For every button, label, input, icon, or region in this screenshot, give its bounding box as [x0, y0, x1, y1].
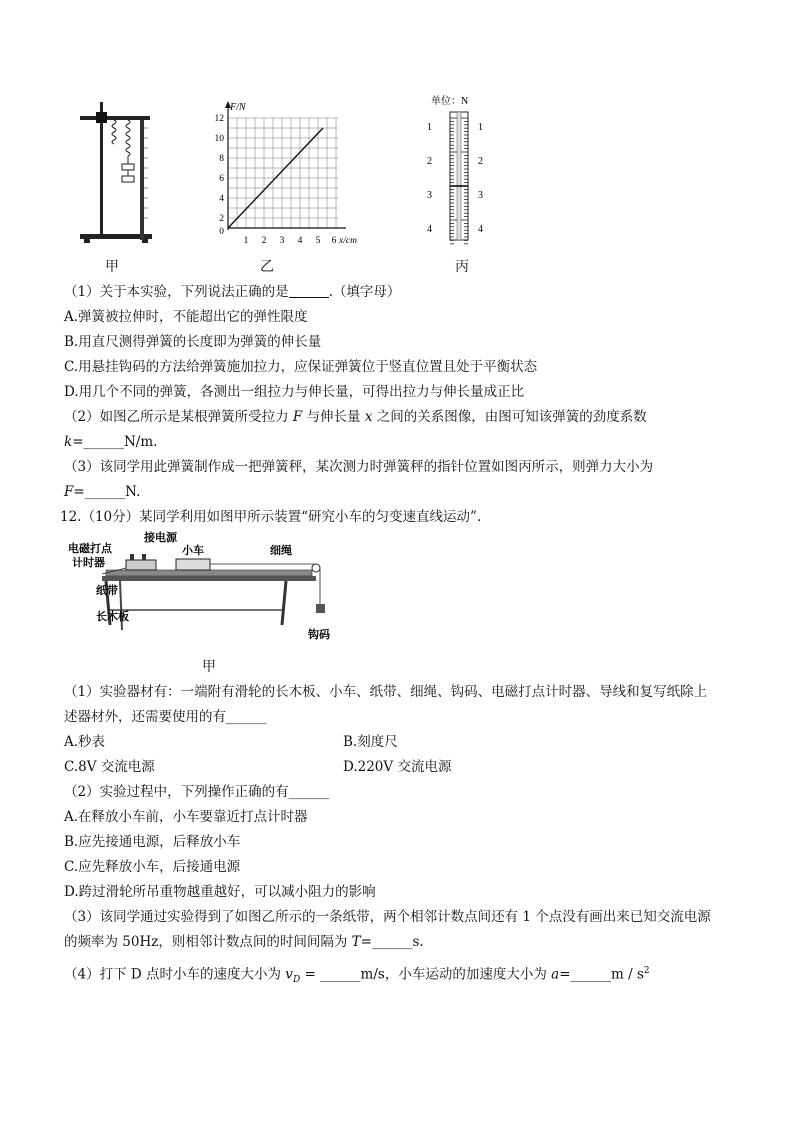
- figure-caption-apparatus: 甲: [202, 659, 216, 675]
- q11-part2: （2）如图乙所示是某根弹簧所受拉力 F 与伸长量 x 之间的关系图像，由图可知该弹簧的劲度系数: [64, 409, 647, 425]
- q12-option-d: D.220V 交流电源: [343, 759, 452, 775]
- scale-right-label: 3: [478, 190, 483, 201]
- label-timer-2: 计时器: [72, 557, 105, 569]
- figure-spring-stand: [70, 98, 160, 246]
- q12-op2-a: A.在释放小车前，小车要靠近打点计时器: [64, 809, 308, 825]
- scale-unit-label: 单位：N: [431, 96, 469, 107]
- scale-left-label: 4: [427, 224, 432, 235]
- graph-x-tick: 1: [243, 236, 249, 246]
- q12-part4: （4）打下 D 点时小车的速度大小为 $v_D$ = ______m/s，小车运动的加速度大小为 a=______m / $s^2$: [64, 966, 650, 986]
- q11-option-b: B.用直尺测得弹簧的长度即为弹簧的伸长量: [64, 334, 322, 350]
- label-board: 长木板: [96, 611, 129, 623]
- scale-left-label: 2: [427, 156, 432, 167]
- graph-y-tick: 8: [219, 154, 224, 164]
- label-cart: 小车: [182, 545, 204, 557]
- figure-spring-scale: [415, 90, 505, 246]
- scale-right-label: 1: [478, 122, 483, 133]
- q12-op2-c: C.应先释放小车，后接通电源: [64, 859, 241, 875]
- q11-option-a: A.弹簧被拉伸时，不能超出它的弹性限度: [64, 309, 308, 325]
- label-string: 细绳: [270, 545, 292, 557]
- graph-origin-label: 0: [219, 227, 224, 237]
- graph-y-tick: 10: [214, 134, 224, 144]
- q11-part3: （3）该同学用此弹簧制作成一把弹簧秤，某次测力时弹簧秤的指针位置如图丙所示，则弹力大小为: [64, 459, 654, 475]
- label-power: 接电源: [144, 532, 177, 544]
- q12-op2-d: D.跨过滑轮所吊重物越重越好，可以减小阻力的影响: [64, 884, 376, 900]
- graph-y-tick: 2: [219, 214, 224, 224]
- q12-option-a: A.秒表: [64, 734, 106, 750]
- label-weight: 钩码: [308, 629, 330, 641]
- figure-caption-yi: 乙: [260, 259, 274, 275]
- graph-x-tick: 5: [315, 236, 321, 246]
- answer-blank[interactable]: [289, 284, 329, 298]
- q12-part1-cont: 述器材外，还需要使用的有______: [64, 709, 267, 725]
- scale-left-label: 1: [427, 122, 432, 133]
- q12-part3: （3）该同学通过实验得到了如图乙所示的一条纸带，两个相邻计数点间还有 1 个点没有画出来已知交流电源: [64, 909, 711, 925]
- label-timer: 电磁打点: [68, 543, 112, 555]
- q11-part2-answer: k=______N/m.: [64, 434, 158, 450]
- scale-right-label: 2: [478, 156, 483, 167]
- graph-x-tick: 3: [279, 236, 285, 246]
- graph-y-tick: 4: [219, 194, 224, 204]
- q12-part3-cont: 的频率为 50Hz，则相邻计数点间的时间间隔为 T=______s.: [64, 934, 424, 950]
- q11-option-c: C.用悬挂钩码的方法给弹簧施加拉力，应保证弹簧位于竖直位置且处于平衡状态: [64, 359, 538, 375]
- q12-part1: （1）实验器材有：一端附有滑轮的长木板、小车、纸带、细绳、钩码、电磁打点计时器、导线和复写纸除上: [64, 684, 708, 700]
- scale-left-label: 3: [427, 190, 432, 201]
- q12-title: 12.（10分）某同学利用如图甲所示装置“研究小车的匀变速直线运动”.: [60, 509, 482, 525]
- graph-x-tick: 6: [331, 236, 337, 246]
- graph-y-axis-label: F/N: [230, 102, 246, 113]
- q11-option-d: D.用几个不同的弹簧，各测出一组拉力与伸长量，可得出拉力与伸长量成正比: [64, 384, 525, 400]
- graph-x-axis-label: x/cm: [339, 236, 357, 246]
- graph-y-tick: 12: [214, 114, 224, 124]
- figure-caption-bing: 丙: [455, 259, 469, 275]
- scale-right-label: 4: [478, 224, 483, 235]
- q11-part3-answer: F=______N.: [64, 484, 141, 500]
- q12-op2-b: B.应先接通电源，后释放小车: [64, 834, 241, 850]
- label-tape: 纸带: [96, 585, 118, 597]
- q12-option-b: B.刻度尺: [343, 734, 398, 750]
- graph-x-tick: 2: [261, 236, 267, 246]
- graph-x-tick: 4: [297, 236, 303, 246]
- figure-caption-jia: 甲: [105, 259, 119, 275]
- figure-force-extension-graph: [208, 98, 358, 250]
- graph-y-tick: 6: [219, 174, 224, 184]
- q11-part1: （1）关于本实验，下列说法正确的是 .（填字母）: [64, 284, 401, 300]
- q12-part2: （2）实验过程中，下列操作正确的有______: [64, 784, 330, 800]
- q12-option-c: C.8V 交流电源: [64, 759, 155, 775]
- figure-cart-apparatus: [66, 530, 356, 648]
